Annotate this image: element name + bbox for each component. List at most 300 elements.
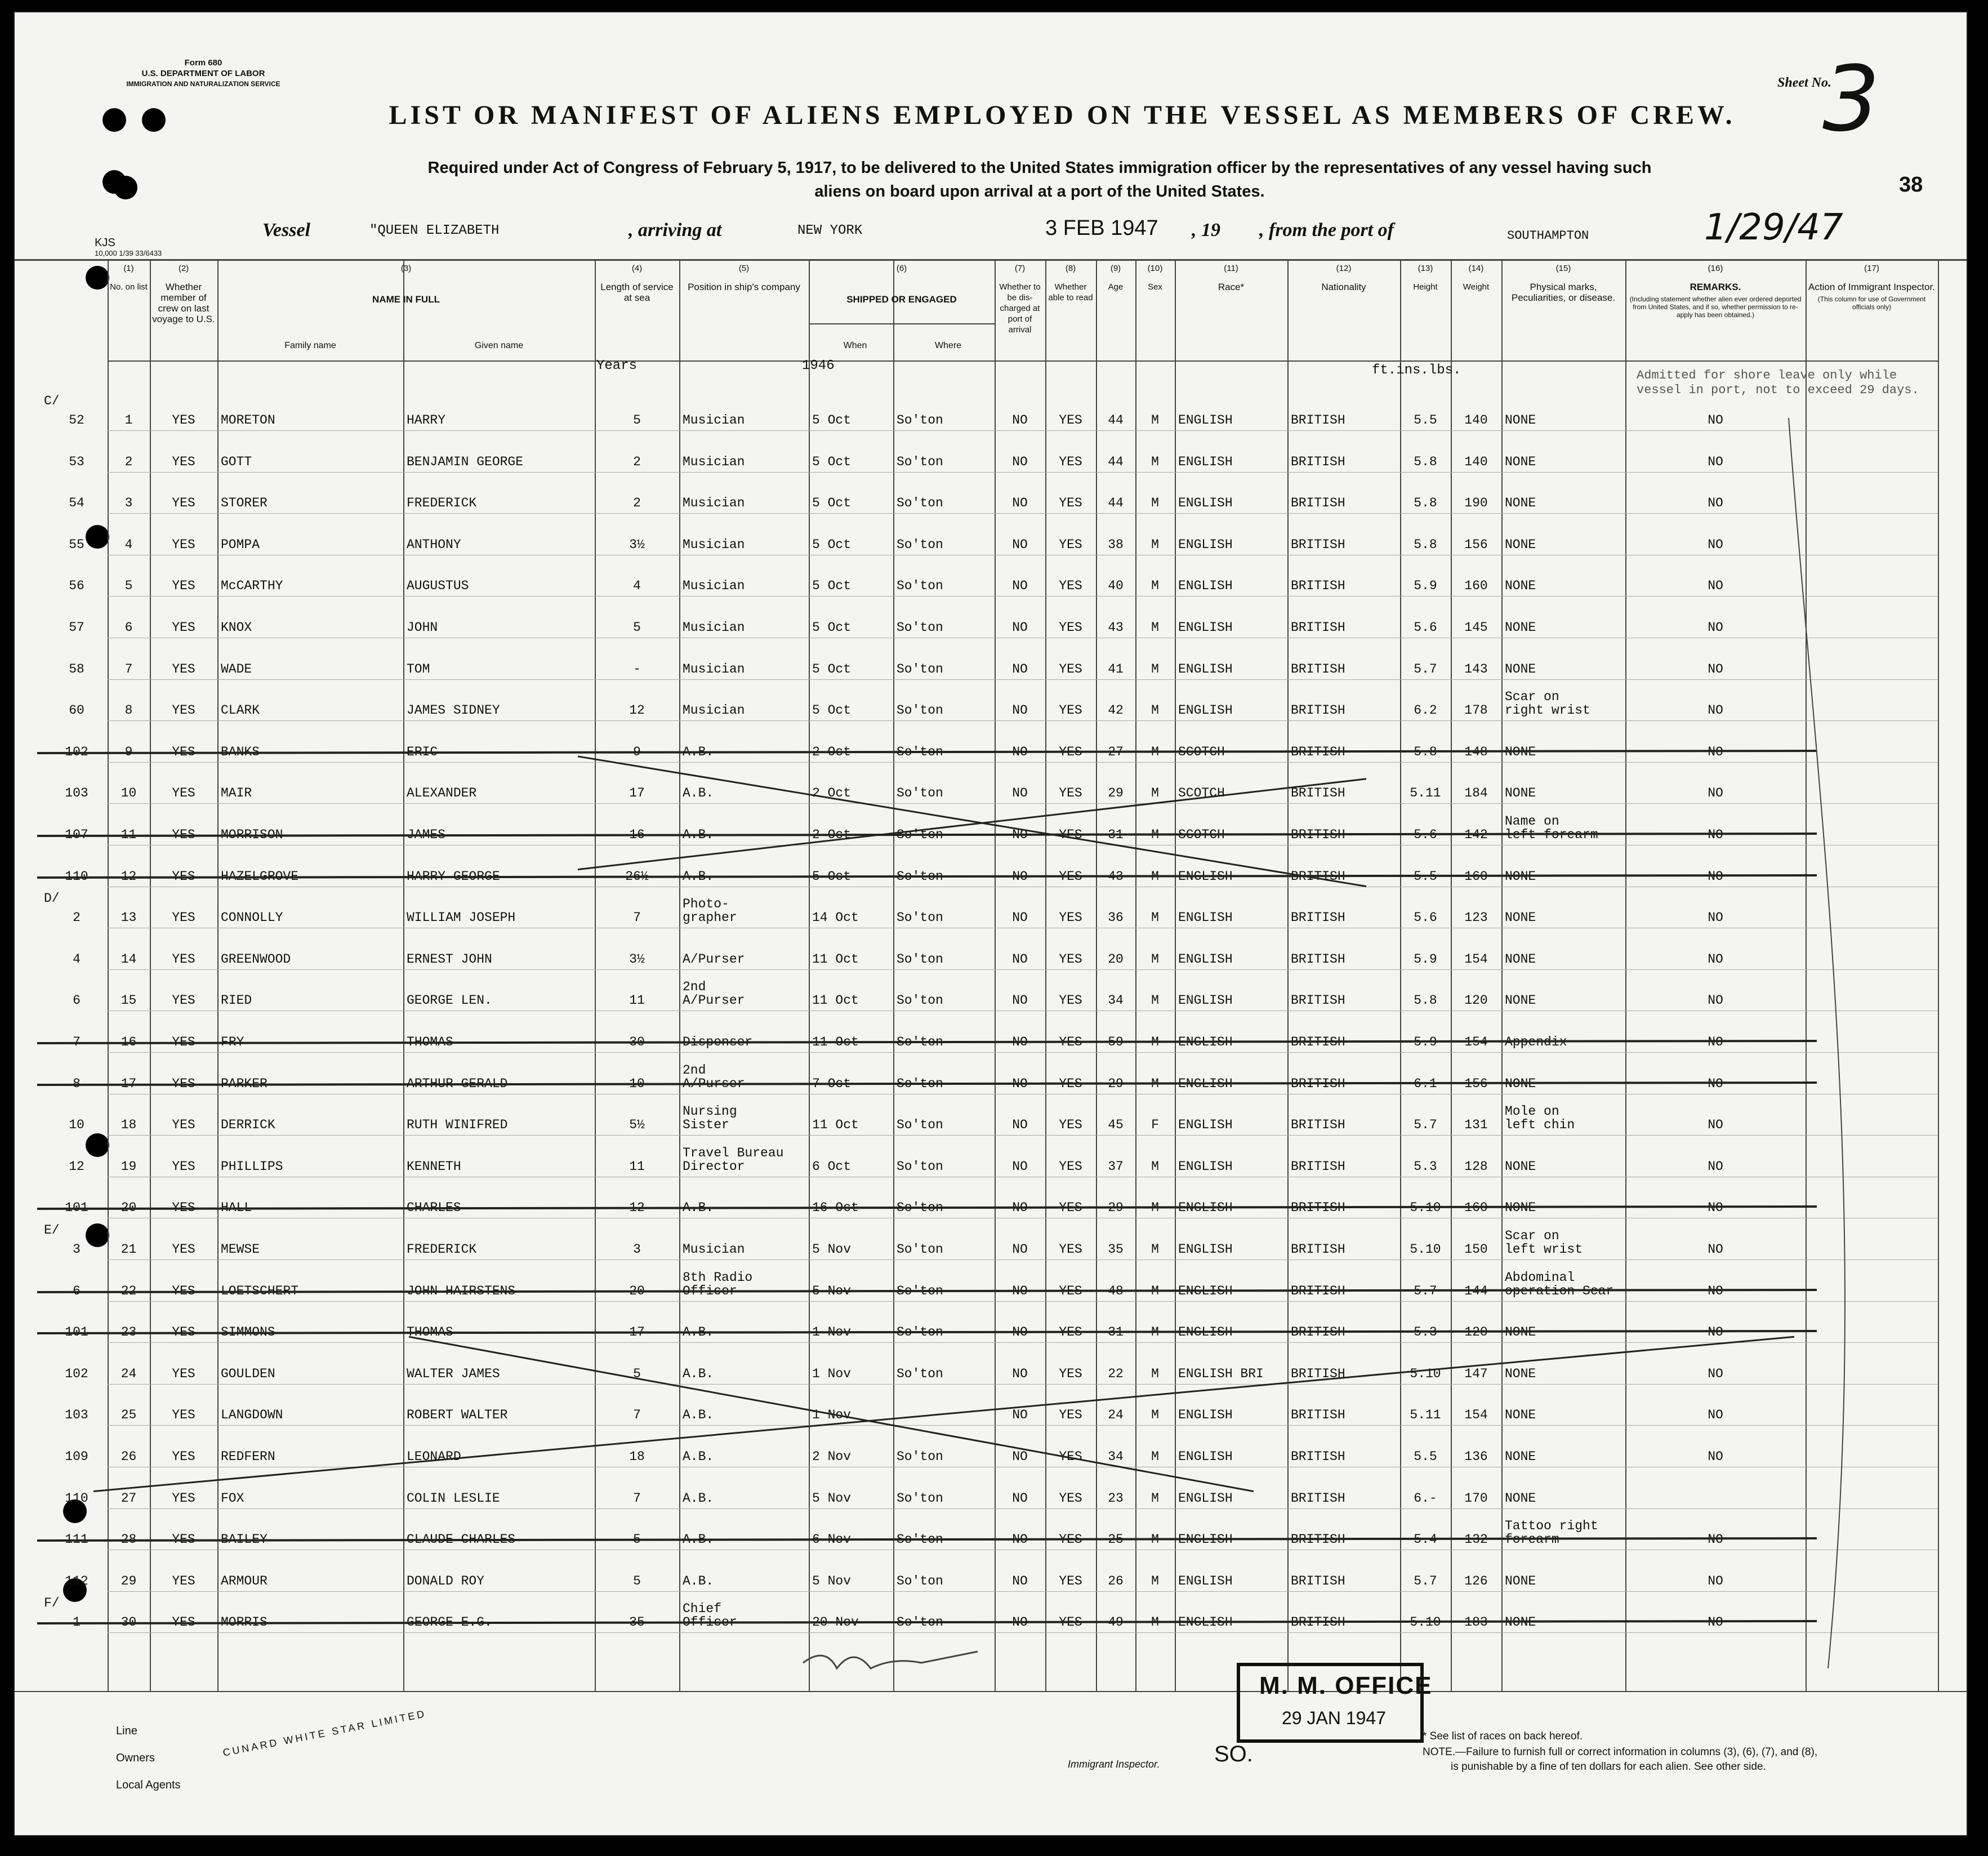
owners-label: Owners — [116, 1752, 155, 1764]
column-header: Age — [1108, 282, 1124, 292]
row-reference: 6 — [73, 1284, 81, 1298]
column-number: (5) — [738, 264, 750, 273]
column-header: Physical marks, Peculiarities, or disease. — [1511, 282, 1616, 303]
cell-weight: 154 — [1464, 1408, 1488, 1422]
cell-age: 22 — [1108, 1367, 1124, 1381]
cell-race: ENGLISH — [1178, 1159, 1233, 1174]
cell-age: 29 — [1108, 1076, 1124, 1091]
column-number: (2) — [178, 264, 189, 273]
cell-weight: 160 — [1464, 578, 1488, 593]
cell-position: A.B. — [683, 1367, 714, 1381]
cell-when: 5 Nov — [812, 1491, 852, 1506]
cell-position: Nursing Sister — [683, 1104, 737, 1132]
cell-nat: BRITISH — [1291, 413, 1345, 428]
cell-family: CLARK — [221, 703, 260, 718]
column-number: (3) — [400, 264, 412, 273]
cell-no: 16 — [121, 1035, 137, 1049]
row-reference: 109 — [65, 1449, 88, 1464]
cell-marks: NONE — [1505, 1615, 1536, 1630]
cell-crew: YES — [172, 1449, 195, 1464]
row-reference: 101 — [65, 1325, 88, 1339]
cell-sex: M — [1151, 1159, 1159, 1174]
cell-when: 5 Oct — [812, 703, 852, 718]
cell-read: YES — [1059, 1615, 1082, 1630]
column-header: Length of service at sea — [600, 282, 674, 303]
clerk-initials: KJS — [95, 237, 115, 249]
cell-marks: NONE — [1505, 1367, 1536, 1381]
cell-marks: Abdominal operation Scar — [1505, 1270, 1614, 1298]
cell-age: 36 — [1108, 910, 1124, 925]
cell-sex: M — [1151, 1367, 1159, 1381]
cell-read: YES — [1059, 910, 1082, 925]
cell-given: BENJAMIN GEORGE — [407, 455, 524, 469]
cell-position: Musician — [683, 413, 745, 428]
cell-race: ENGLISH — [1178, 1325, 1233, 1339]
cell-read: YES — [1059, 455, 1082, 469]
cell-height: 5.10 — [1410, 1615, 1441, 1630]
cell-disch: NO — [1012, 745, 1028, 759]
cell-disch: NO — [1012, 869, 1028, 884]
cell-where: So'ton — [897, 1367, 943, 1381]
cell-given: ERNEST JOHN — [407, 952, 492, 967]
cell-crew: YES — [172, 578, 195, 593]
cell-no: 5 — [124, 578, 133, 593]
cell-race: ENGLISH — [1178, 1242, 1233, 1257]
cell-service: 5½ — [629, 1118, 645, 1132]
cell-nat: BRITISH — [1291, 910, 1345, 925]
cell-age: 38 — [1108, 537, 1124, 552]
cell-service: 17 — [629, 786, 645, 800]
cell-race: ENGLISH — [1178, 1449, 1233, 1464]
cell-weight: 140 — [1464, 413, 1488, 428]
cell-remarks: NO — [1708, 703, 1723, 718]
cell-disch: NO — [1012, 1200, 1028, 1215]
cell-read: YES — [1059, 1449, 1082, 1464]
cell-height: 5.9 — [1414, 1035, 1437, 1049]
cell-no: 14 — [121, 952, 137, 967]
cell-position: Musician — [683, 703, 745, 718]
cell-nat: BRITISH — [1291, 1076, 1345, 1091]
cell-given: COLIN LESLIE — [407, 1491, 500, 1506]
cell-nat: BRITISH — [1291, 455, 1345, 469]
cell-service: 2 — [633, 496, 641, 510]
cell-where: So'ton — [897, 1076, 943, 1091]
cell-sex: M — [1151, 993, 1159, 1008]
cell-remarks: NO — [1708, 578, 1723, 593]
cell-remarks: NO — [1708, 1325, 1723, 1339]
remarks-bracket — [1789, 418, 1845, 1668]
cell-service: 16 — [629, 827, 645, 842]
cell-marks: NONE — [1505, 1200, 1536, 1215]
cell-service: 7 — [633, 1408, 641, 1422]
cell-age: 31 — [1108, 1325, 1124, 1339]
cell-weight: 184 — [1464, 786, 1488, 800]
row-reference: 103 — [65, 786, 88, 800]
cell-family: ARMOUR — [221, 1574, 268, 1588]
cell-where: So'ton — [897, 827, 943, 842]
cell-crew: YES — [172, 1076, 195, 1091]
cancel-mark — [578, 756, 1366, 887]
cell-service: 11 — [629, 1159, 645, 1174]
cell-crew: YES — [172, 496, 195, 510]
manifest-sheet — [14, 11, 1968, 1836]
row-reference: 52 — [69, 413, 84, 428]
cell-position: Musician — [683, 537, 745, 552]
cell-disch: NO — [1012, 1035, 1028, 1049]
row-reference: 102 — [65, 745, 88, 759]
cell-crew: YES — [172, 1491, 195, 1506]
column-header: No. on list — [110, 282, 148, 292]
cell-service: 11 — [629, 993, 645, 1008]
cell-read: YES — [1059, 1118, 1082, 1132]
cell-no: 2 — [124, 455, 133, 469]
cell-given: ALEXANDER — [407, 786, 477, 800]
cell-height: 5.7 — [1414, 662, 1437, 676]
cell-weight: 140 — [1464, 455, 1488, 469]
cell-weight: 156 — [1464, 537, 1488, 552]
cell-read: YES — [1059, 1242, 1082, 1257]
cell-when: 5 Oct — [812, 537, 852, 552]
cell-where: So'ton — [897, 578, 943, 593]
cell-weight: 154 — [1464, 1035, 1488, 1049]
cell-remarks: NO — [1708, 1284, 1723, 1298]
cell-sex: M — [1151, 1532, 1159, 1547]
cell-no: 22 — [121, 1284, 137, 1298]
cell-no: 6 — [124, 620, 133, 635]
cell-height: 5.11 — [1410, 1408, 1441, 1422]
cell-where: So'ton — [897, 869, 943, 884]
cell-marks: NONE — [1505, 1159, 1536, 1174]
cell-family: MORETON — [221, 413, 275, 428]
cell-marks: NONE — [1505, 496, 1536, 510]
cell-family: MEWSE — [221, 1242, 260, 1257]
column-header: Whether able to read — [1048, 282, 1093, 302]
cell-race: ENGLISH — [1178, 413, 1233, 428]
column-header: Action of Immigrant Inspector. — [1808, 282, 1935, 292]
cell-no: 23 — [121, 1325, 137, 1339]
cell-weight: 120 — [1464, 1325, 1488, 1339]
failure-note-line-2: is punishable by a fine of ten dollars for each alien. See other side. — [1451, 1761, 1766, 1773]
row-prefix: C/ — [44, 394, 60, 408]
cell-sex: M — [1151, 1449, 1159, 1464]
cell-race: ENGLISH — [1178, 455, 1233, 469]
cell-nat: BRITISH — [1291, 537, 1345, 552]
cell-marks: NONE — [1505, 578, 1536, 593]
cell-marks: NONE — [1505, 1325, 1536, 1339]
row-reference: 10 — [69, 1118, 84, 1132]
cell-sex: M — [1151, 662, 1159, 676]
cell-race: ENGLISH — [1178, 952, 1233, 967]
cell-age: 20 — [1108, 952, 1124, 967]
cell-family: DERRICK — [221, 1118, 275, 1132]
cell-service: 3 — [633, 1242, 641, 1257]
column-number: (14) — [1468, 264, 1484, 273]
cell-marks: NONE — [1505, 1449, 1536, 1464]
cell-height: 5.9 — [1414, 952, 1437, 967]
cell-given: JOHN HAIRSTENS — [407, 1284, 516, 1298]
cell-marks: NONE — [1505, 910, 1536, 925]
cell-nat: BRITISH — [1291, 786, 1345, 800]
cell-height: 5.8 — [1414, 496, 1437, 510]
inspector-label: Immigrant Inspector. — [1068, 1759, 1160, 1770]
cell-disch: NO — [1012, 620, 1028, 635]
cell-family: POMPA — [221, 537, 260, 552]
cell-no: 28 — [121, 1532, 137, 1547]
cell-no: 10 — [121, 786, 137, 800]
column-number: (10) — [1147, 264, 1163, 273]
cell-read: YES — [1059, 1325, 1082, 1339]
cell-height: 6.- — [1414, 1491, 1437, 1506]
arrival-port: NEW YORK — [797, 223, 863, 238]
cell-service: 5 — [633, 413, 641, 428]
cell-marks: NONE — [1505, 537, 1536, 552]
column-header: Whether to be dis-charged at port of arrival — [999, 282, 1041, 335]
cell-nat: BRITISH — [1291, 827, 1345, 842]
cell-when: 5 Oct — [812, 496, 852, 510]
cell-crew: YES — [172, 993, 195, 1008]
cell-no: 24 — [121, 1367, 137, 1381]
cell-crew: YES — [172, 1118, 195, 1132]
cell-nat: BRITISH — [1291, 1449, 1345, 1464]
cell-when: 7 Oct — [812, 1076, 852, 1091]
cell-position: Dispenser — [683, 1035, 753, 1049]
row-reference: 4 — [73, 952, 81, 967]
cell-disch: NO — [1012, 786, 1028, 800]
column-header: Nationality — [1321, 282, 1366, 292]
cell-crew: YES — [172, 455, 195, 469]
cell-age: 35 — [1108, 1242, 1124, 1257]
year-unit: 1946 — [802, 358, 835, 373]
strike-line — [37, 751, 1817, 753]
cell-position: 8th Radio Officer — [683, 1270, 753, 1298]
cell-age: 44 — [1108, 455, 1124, 469]
cell-given: ARTHUR GERALD — [407, 1076, 508, 1091]
cell-family: PHILLIPS — [221, 1159, 283, 1174]
cell-sex: M — [1151, 1242, 1159, 1257]
cell-position: A.B. — [683, 786, 714, 800]
cell-nat: BRITISH — [1291, 578, 1345, 593]
cell-marks: NONE — [1505, 869, 1536, 884]
cell-position: Travel Bureau Director — [683, 1146, 784, 1174]
cell-remarks: NO — [1708, 993, 1723, 1008]
cell-age: 43 — [1108, 620, 1124, 635]
column-header: Weight — [1463, 282, 1490, 292]
cell-position: A.B. — [683, 1325, 714, 1339]
cell-family: McCARTHY — [221, 578, 283, 593]
cell-family: LOETSCHERT — [221, 1284, 299, 1298]
cell-read: YES — [1059, 1574, 1082, 1588]
cell-remarks: NO — [1708, 1035, 1723, 1049]
cell-given: WALTER JAMES — [407, 1367, 500, 1381]
cell-crew: YES — [172, 1574, 195, 1588]
strike-line — [37, 1538, 1817, 1541]
column-note: (Including statement whether alien ever ordered deported from United States, and if so, whether permission to re-apply has been obtained.) — [1629, 295, 1802, 319]
cell-height: 5.11 — [1410, 786, 1441, 800]
cell-age: 29 — [1108, 786, 1124, 800]
vessel-name: "QUEEN ELIZABETH — [369, 223, 500, 238]
cell-race: ENGLISH — [1178, 1491, 1233, 1506]
form-number: Form 680 — [184, 58, 222, 68]
cell-remarks: NO — [1708, 827, 1723, 842]
cell-where: So'ton — [897, 1242, 943, 1257]
cell-height: 5.7 — [1414, 1284, 1437, 1298]
cell-height: 5.9 — [1414, 578, 1437, 593]
cell-family: PARKER — [221, 1076, 268, 1091]
cell-no: 29 — [121, 1574, 137, 1588]
cell-no: 7 — [124, 662, 133, 676]
cell-position: A.B. — [683, 869, 714, 884]
cell-disch: NO — [1012, 1076, 1028, 1091]
cell-position: A.B. — [683, 1200, 714, 1215]
cell-crew: YES — [172, 413, 195, 428]
cell-read: YES — [1059, 1491, 1082, 1506]
column-number: (1) — [123, 264, 134, 273]
cell-sex: M — [1151, 745, 1159, 759]
cell-read: YES — [1059, 869, 1082, 884]
cell-nat: BRITISH — [1291, 703, 1345, 718]
cell-remarks: NO — [1708, 1367, 1723, 1381]
cell-when: 1 Nov — [812, 1367, 852, 1381]
footer-divider — [15, 1691, 1968, 1692]
cell-marks: Appendix — [1505, 1035, 1567, 1049]
cell-age: 48 — [1108, 1284, 1124, 1298]
cell-position: Musician — [683, 1242, 745, 1257]
column-header: Position in ship's company — [688, 282, 800, 292]
column-number: (4) — [631, 264, 643, 273]
subtitle-line-1: Required under Act of Congress of February 5, 1917, to be delivered to the United States immigration officer by the representatives of any vessel having such — [427, 159, 1652, 177]
cell-when: 2 Oct — [812, 786, 852, 800]
cell-age: 24 — [1108, 1408, 1124, 1422]
cell-when: 11 Oct — [812, 993, 859, 1008]
cell-given: WILLIAM JOSEPH — [407, 910, 516, 925]
stamp-code: SO. — [1214, 1742, 1253, 1766]
column-header: REMARKS. — [1690, 282, 1741, 292]
strike-line — [37, 1621, 1817, 1623]
cell-marks: NONE — [1505, 413, 1536, 428]
cell-race: ENGLISH — [1178, 1408, 1233, 1422]
cell-remarks: NO — [1708, 910, 1723, 925]
cell-given: DONALD ROY — [407, 1574, 485, 1588]
subtitle-line-2: aliens on board upon arrival at a port of the United States. — [814, 183, 1265, 201]
cell-when: 16 Oct — [812, 1200, 859, 1215]
row-reference: 112 — [65, 1574, 88, 1588]
cell-nat: BRITISH — [1291, 1284, 1345, 1298]
cell-height: 5.3 — [1414, 1325, 1437, 1339]
cell-weight: 136 — [1464, 1449, 1488, 1464]
cell-read: YES — [1059, 413, 1082, 428]
cell-position: A.B. — [683, 1449, 714, 1464]
cell-disch: NO — [1012, 1284, 1028, 1298]
cell-marks: NONE — [1505, 993, 1536, 1008]
cell-weight: 145 — [1464, 620, 1488, 635]
cell-disch: NO — [1012, 1367, 1028, 1381]
cell-remarks: NO — [1708, 745, 1723, 759]
cell-given: JAMES SIDNEY — [407, 703, 500, 718]
cell-sex: M — [1151, 620, 1159, 635]
cell-nat: BRITISH — [1291, 1408, 1345, 1422]
cell-race: ENGLISH — [1178, 1615, 1233, 1630]
cell-crew: YES — [172, 1284, 195, 1298]
cell-read: YES — [1059, 578, 1082, 593]
cell-service: 5 — [633, 1574, 641, 1588]
row-reference: 54 — [69, 496, 84, 510]
cell-read: YES — [1059, 786, 1082, 800]
cell-where: So'ton — [897, 952, 943, 967]
cell-age: 44 — [1108, 496, 1124, 510]
sheet-label: Sheet No. — [1777, 75, 1831, 90]
row-reference: 7 — [73, 1035, 81, 1049]
cell-height: 5.7 — [1414, 1574, 1437, 1588]
cell-given: RUTH WINIFRED — [407, 1118, 508, 1132]
cell-position: 2nd A/Purser — [683, 980, 745, 1008]
cell-disch: NO — [1012, 537, 1028, 552]
cell-nat: BRITISH — [1291, 1159, 1345, 1174]
column-number: (7) — [1014, 264, 1026, 273]
cell-no: 27 — [121, 1491, 137, 1506]
cell-nat: BRITISH — [1291, 1242, 1345, 1257]
cell-remarks: NO — [1708, 1118, 1723, 1132]
cell-height: 5.8 — [1414, 537, 1437, 552]
cell-sex: M — [1151, 413, 1159, 428]
cell-when: 5 Oct — [812, 455, 852, 469]
cell-weight: 178 — [1464, 703, 1488, 718]
cell-family: MAIR — [221, 786, 252, 800]
cell-position: Musician — [683, 578, 745, 593]
cell-disch: NO — [1012, 1242, 1028, 1257]
cell-position: A.B. — [683, 1532, 714, 1547]
cell-crew: YES — [172, 786, 195, 800]
cell-remarks: NO — [1708, 1200, 1723, 1215]
cell-race: ENGLISH — [1178, 1118, 1233, 1132]
column-number: (6) — [896, 264, 907, 273]
cell-service: 12 — [629, 1200, 645, 1215]
cell-given: HARRY GEORGE — [407, 869, 500, 884]
cell-when: 6 Nov — [812, 1532, 852, 1547]
cell-where: So'ton — [897, 910, 943, 925]
cell-age: 26 — [1108, 1574, 1124, 1588]
cell-where: So'ton — [897, 1491, 943, 1506]
row-reference: 57 — [69, 620, 84, 635]
cell-position: A.B. — [683, 827, 714, 842]
cell-crew: YES — [172, 1325, 195, 1339]
cell-no: 15 — [121, 993, 137, 1008]
cancel-mark — [409, 1337, 1254, 1491]
cell-height: 5.8 — [1414, 455, 1437, 469]
cell-disch: NO — [1012, 827, 1028, 842]
cell-service: 30 — [629, 1035, 645, 1049]
row-reference: 55 — [69, 537, 84, 552]
cell-no: 25 — [121, 1408, 137, 1422]
cell-read: YES — [1059, 703, 1082, 718]
cell-weight: 160 — [1464, 869, 1488, 884]
cell-given: JAMES — [407, 827, 446, 842]
cell-marks: NONE — [1505, 620, 1536, 635]
cell-given: ERIC — [407, 745, 438, 759]
cell-nat: BRITISH — [1291, 662, 1345, 676]
cell-disch: NO — [1012, 703, 1028, 718]
cell-nat: BRITISH — [1291, 1035, 1345, 1049]
agents-label: Local Agents — [116, 1779, 181, 1791]
cell-weight: 147 — [1464, 1367, 1488, 1381]
cell-service: 17 — [629, 1325, 645, 1339]
cell-height: 5.5 — [1414, 413, 1437, 428]
cell-read: YES — [1059, 1035, 1082, 1049]
cell-given: JOHN — [407, 620, 438, 635]
service-unit: Years — [596, 358, 638, 373]
cell-given: ANTHONY — [407, 537, 461, 552]
cell-crew: YES — [172, 745, 195, 759]
cell-when: 5 Nov — [812, 1242, 852, 1257]
